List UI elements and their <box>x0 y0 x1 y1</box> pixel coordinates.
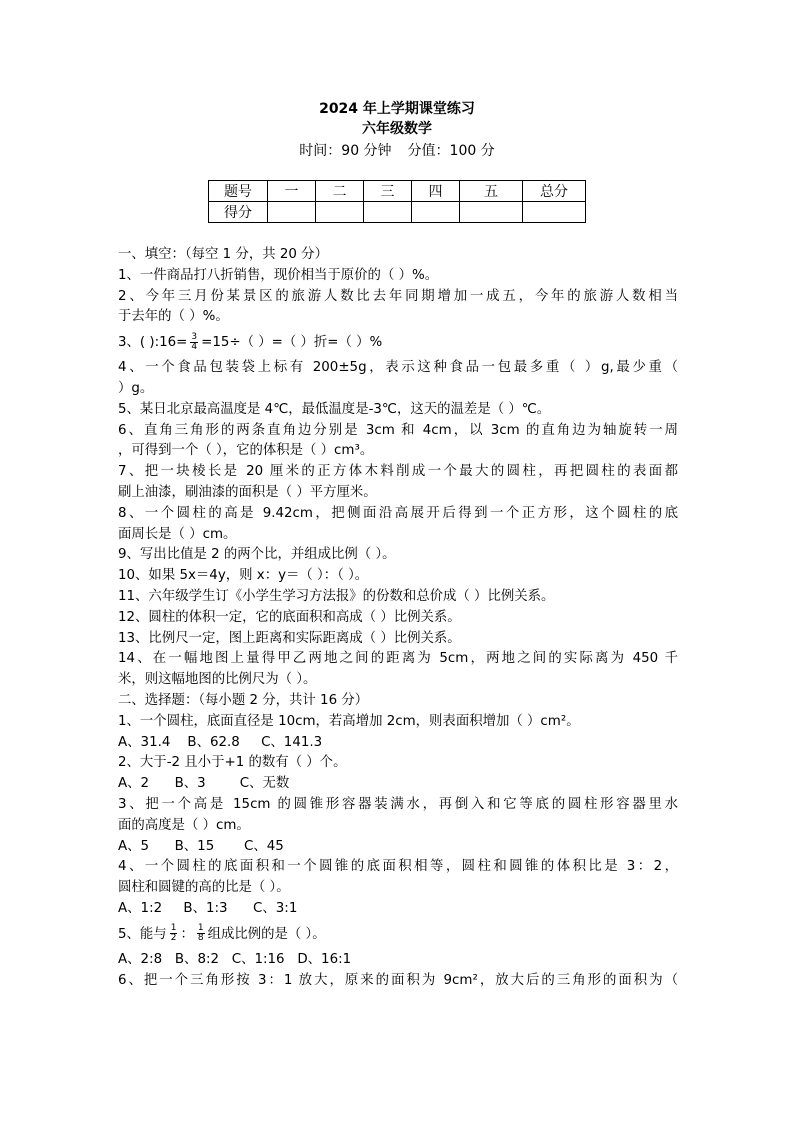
score-cell-3[interactable] <box>364 202 412 223</box>
fraction-numerator: 1 <box>197 923 204 934</box>
score-cell-1[interactable] <box>268 202 316 223</box>
score-cell-total[interactable] <box>523 202 586 223</box>
score-cell-2[interactable] <box>316 202 364 223</box>
question-s1-q11: 11、六年级学生订《小学生学习方法报》的份数和总价成（ ）比例关系。 <box>118 588 555 604</box>
ratio-colon: ： <box>180 926 194 942</box>
question-s1-q12: 12、圆柱的体积一定，它的底面积和高成（ ）比例关系。 <box>118 609 461 625</box>
fraction-numerator: 1 <box>170 923 177 934</box>
time-label: 时间：90 分钟 <box>299 143 392 159</box>
options-s2-q4: A、1:2 B、1:3 C、3:1 <box>118 900 298 916</box>
question-s1-q3 <box>118 328 678 358</box>
question-s1-q7-line2: 刷上油漆，刷油漆的面积是（ ）平方厘米。 <box>118 484 377 500</box>
score-header-cell: 二 <box>316 181 364 202</box>
question-s1-q2-line2: 于去年的（ ）%。 <box>118 309 229 325</box>
fraction-denominator: 2 <box>170 933 177 944</box>
section1-heading: 一、填空：（每空 1 分，共 20 分） <box>118 247 328 262</box>
question-s1-q14-line2: 米，则这幅地图的比例尺为（ ）。 <box>118 672 317 688</box>
fraction-three-quarters <box>190 333 198 352</box>
question-s1-q6-line2: ，可得到一个（ ），它的体积是（ ）cm³。 <box>118 443 374 459</box>
exam-meta <box>0 140 794 160</box>
score-table-score-row <box>209 202 586 223</box>
q3-suffix: =15÷（ ）=（ ）折=（ ）% <box>201 335 383 351</box>
score-table <box>208 180 586 223</box>
question-s2-q5 <box>118 920 678 950</box>
options-s2-q2: A、2 B、3 C、无数 <box>118 776 290 792</box>
question-s2-q4-line2: 圆柱和圆键的高的比是（ ）。 <box>118 880 290 896</box>
question-s1-q8-line1: 8、一个圆柱的高是 9.42cm，把侧面沿高展开后得到一个正方形，这个圆柱的底 <box>118 505 678 521</box>
question-s1-q10: 10、如果 5x＝4y，则 x：y＝（ ）：（ ）。 <box>118 568 369 584</box>
question-s1-q5: 5、某日北京最高温度是 4℃，最低温度是-3℃，这天的温差是（ ）℃。 <box>118 401 551 417</box>
score-table-header-row <box>209 181 586 202</box>
exam-title: 2024 年上学期课堂练习 <box>319 101 475 117</box>
question-s1-q8-line2: 面周长是（ ）cm。 <box>118 526 237 542</box>
exam-subtitle: 六年级数学 <box>362 121 432 137</box>
score-header-cell: 总分 <box>523 181 586 202</box>
question-s1-q4-line2: ）g。 <box>118 380 154 396</box>
question-s2-q1: 1、一个圆柱，底面直径是 10cm，若高增加 2cm，则表面积增加（ ）cm²。 <box>118 713 580 729</box>
score-cell-5[interactable] <box>460 202 523 223</box>
question-s2-q4-line1: 4、一个圆柱的底面积和一个圆锥的底面积相等，圆柱和圆锥的体积比是 3：2， <box>118 859 678 875</box>
question-s2-q6-line1: 6、把一个三角形按 3：1 放大，原来的面积为 9cm²，放大后的三角形的面积为（ <box>118 972 678 988</box>
question-s1-q14-line1: 14、在一幅地图上量得甲乙两地之间的距离为 5cm，两地之间的实际离为 450 千 <box>118 651 678 667</box>
question-s1-q9: 9、写出比值是 2 的两个比，并组成比例（ ）。 <box>118 547 396 563</box>
question-s1-q2-line1: 2、今年三月份某景区的旅游人数比去年同期增加一成五，今年的旅游人数相当 <box>118 288 678 304</box>
question-s1-q4-line1: 4、一个食品包装袋上标有 200±5g，表示这种食品一包最多重（ ）g,最少重（ <box>118 360 678 376</box>
q3-prefix: 3、( ):16= <box>118 335 188 351</box>
score-header-cell: 四 <box>412 181 460 202</box>
options-s2-q3: A、5 B、15 C、45 <box>118 838 284 854</box>
score-label: 分值：100 分 <box>407 143 495 159</box>
q5-prefix: 5、能与 <box>118 926 167 942</box>
fraction-denominator: 4 <box>191 341 198 352</box>
score-row-label: 得分 <box>209 202 268 223</box>
question-s1-q13: 13、比例尺一定，图上距离和实际距离成（ ）比例关系。 <box>118 630 461 646</box>
fraction-denominator: 8 <box>197 933 204 944</box>
score-header-cell: 一 <box>268 181 316 202</box>
score-cell-4[interactable] <box>412 202 460 223</box>
question-s2-q3-line2: 面的高度是（ ）cm。 <box>118 817 250 833</box>
fraction-one-half <box>170 924 178 943</box>
options-s2-q1: A、31.4 B、62.8 C、141.3 <box>118 734 323 750</box>
score-header-cell: 题号 <box>209 181 268 202</box>
question-s2-q3-line1: 3、把一个高是 15cm 的圆锥形容器装满水，再倒入和它等底的圆柱形容器里水 <box>118 796 678 812</box>
exam-content <box>118 245 678 991</box>
question-s1-q6-line1: 6、直角三角形的两条直角边分别是 3cm 和 4cm，以 3cm 的直角边为轴旋转一周 <box>118 422 678 438</box>
fraction-one-eighth <box>197 924 205 943</box>
options-s2-q5: A、2:8 B、8:2 C、1:16 D、16:1 <box>118 951 352 967</box>
section2-heading: 二、选择题：（每小题 2 分，共计 16 分） <box>118 692 369 708</box>
fraction-numerator: 3 <box>191 331 198 342</box>
q5-suffix: 组成比例的是（ ）。 <box>207 926 326 942</box>
score-header-cell: 三 <box>364 181 412 202</box>
question-s2-q2: 2、大于-2 且小于+1 的数有（ ）个。 <box>118 755 347 771</box>
question-s1-q1: 1、一件商品打八折销售，现价相当于原价的（ ）%。 <box>118 267 439 283</box>
score-header-cell: 五 <box>460 181 523 202</box>
question-s1-q7-line1: 7、把一块棱长是 20 厘米的正方体木料削成一个最大的圆柱，再把圆柱的表面都 <box>118 464 678 480</box>
